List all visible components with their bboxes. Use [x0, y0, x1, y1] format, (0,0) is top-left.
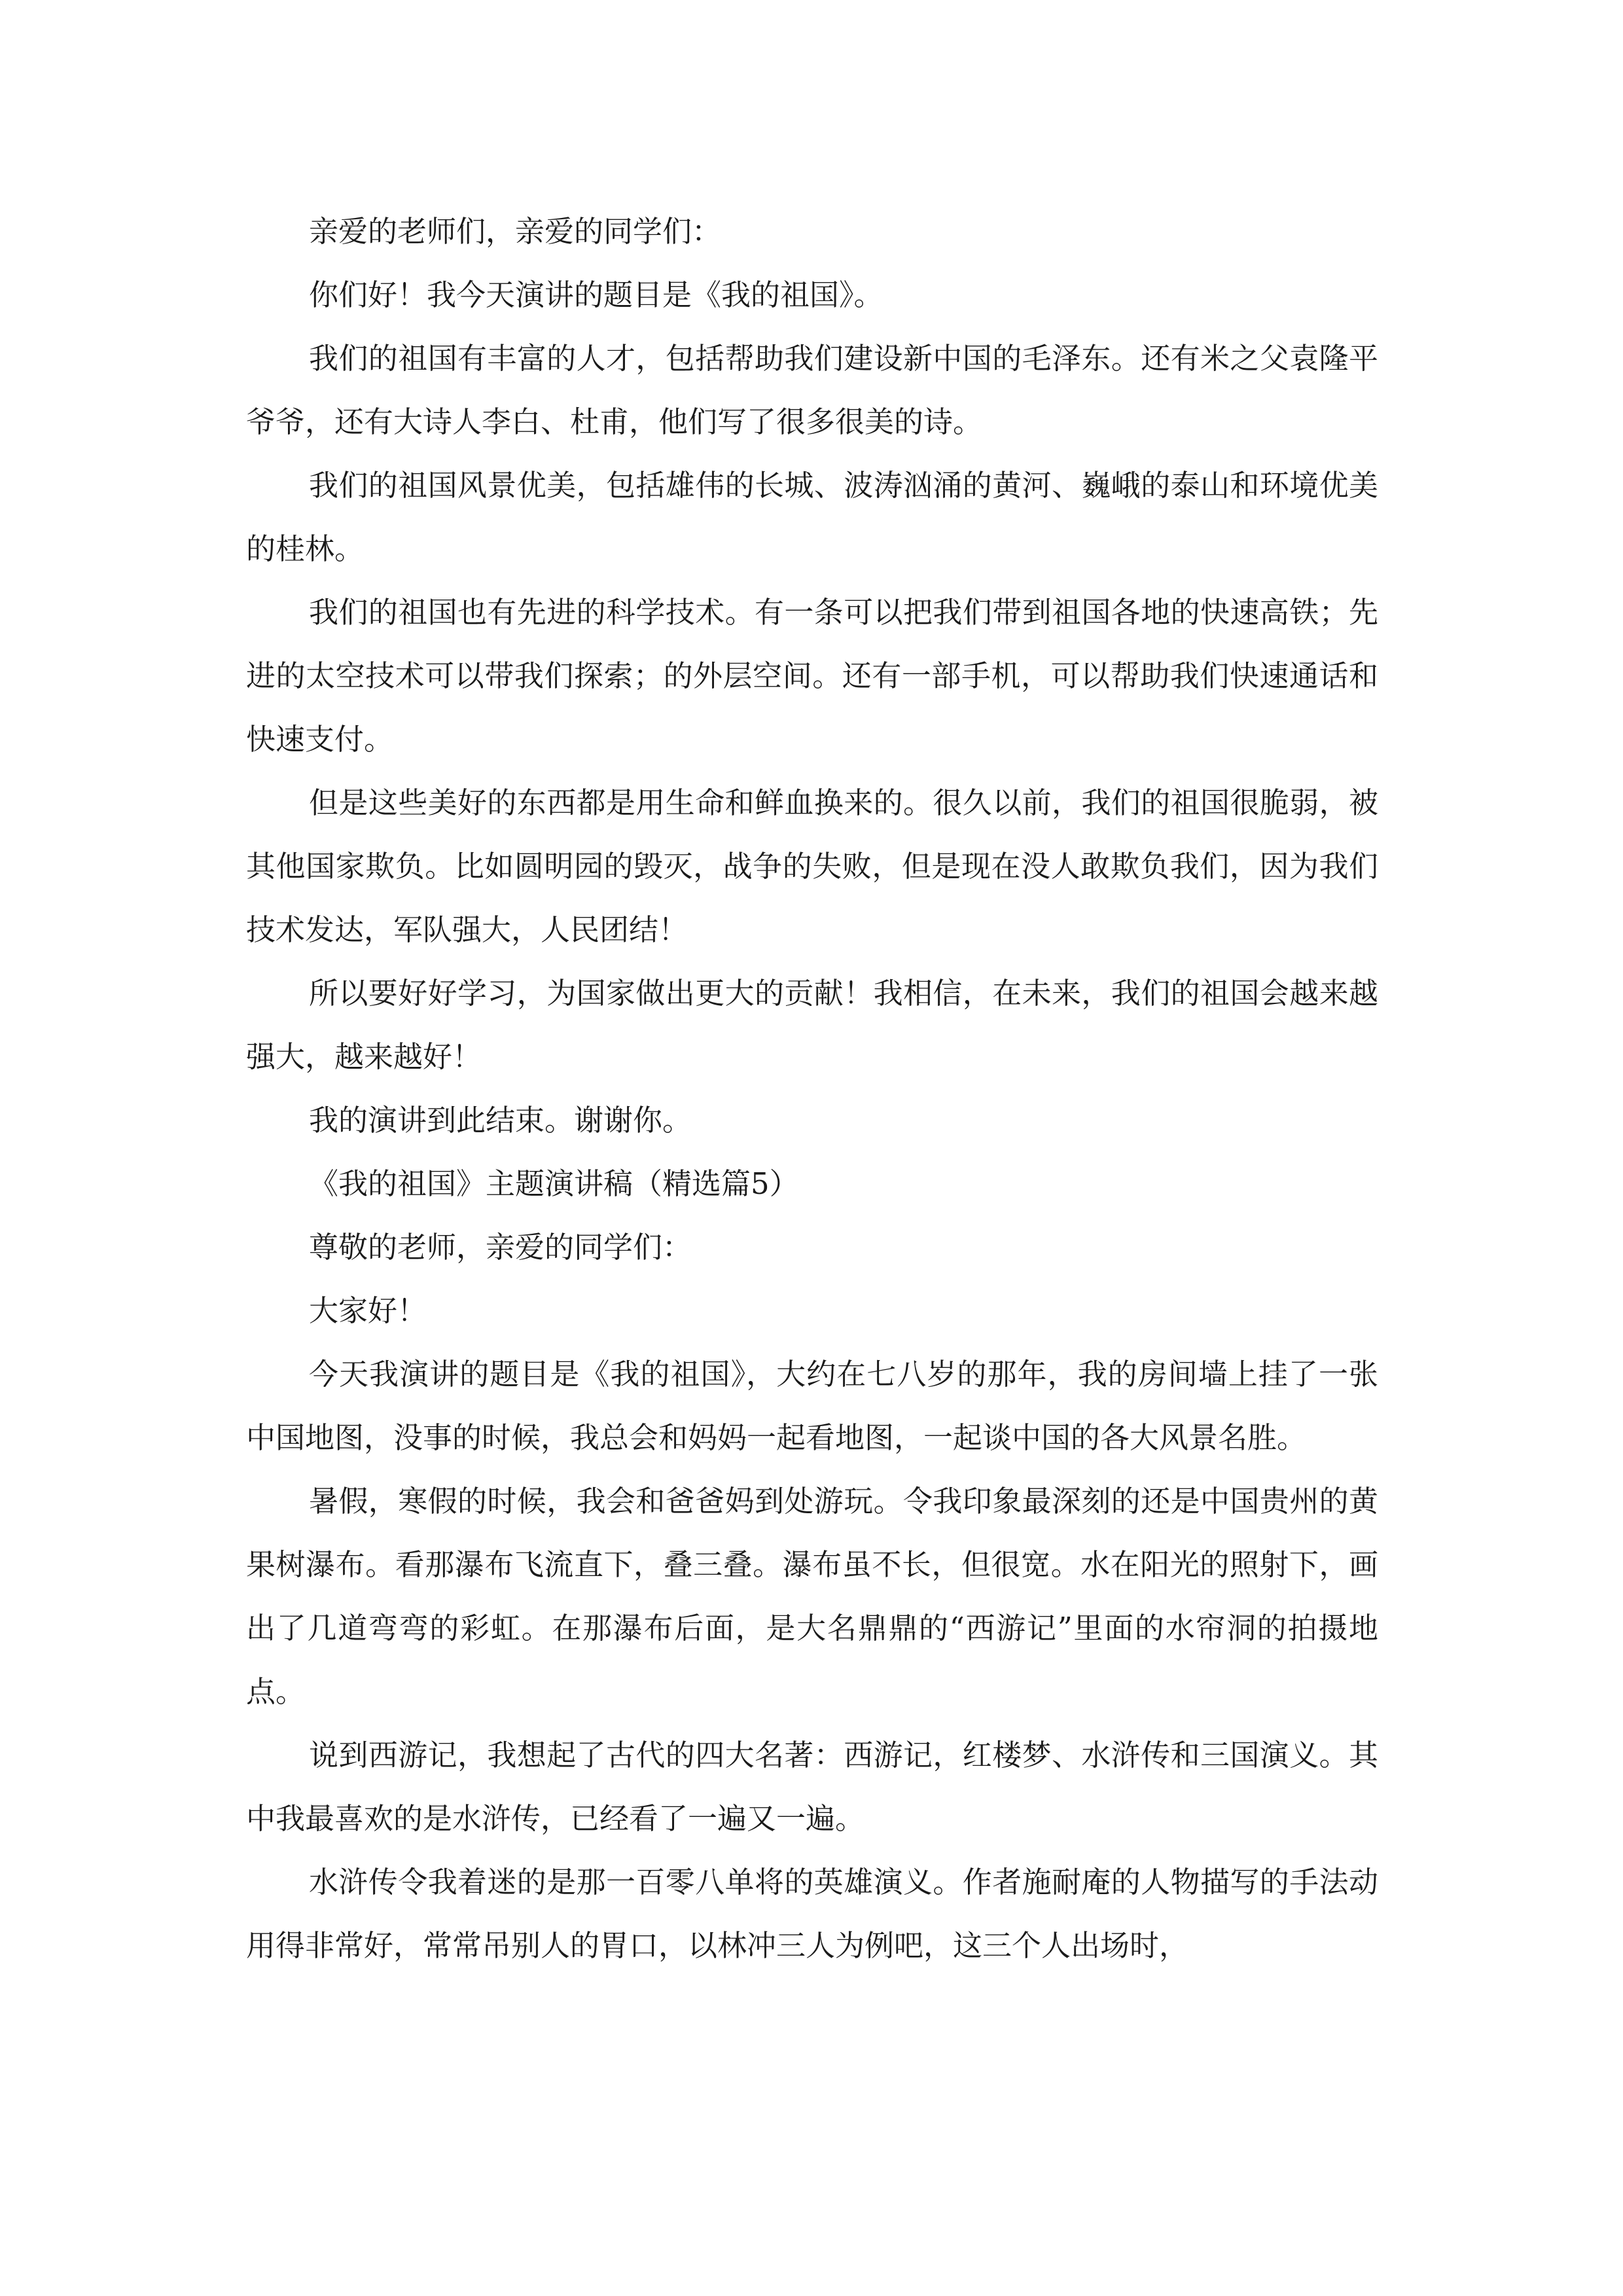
paragraph-technology: 我们的祖国也有先进的科学技术。有一条可以把我们带到祖国各地的快速高铁；先进的太空技术可以带我们探索；的外层空间。还有一部手机，可以帮助我们快速通话和快速支付。 [246, 595, 1378, 757]
paragraph-study: 所以要好好学习，为国家做出更大的贡献！我相信，在未来，我们的祖国会越来越强大，越来越好！ [246, 976, 1378, 1074]
paragraph-map: 今天我演讲的题目是《我的祖国》，大约在七八岁的那年，我的房间墙上挂了一张中国地图，没事的时候，我总会和妈妈一起看地图，一起谈中国的各大风景名胜。 [246, 1357, 1378, 1455]
paragraph-opening: 你们好！我今天演讲的题目是《我的祖国》。 [309, 278, 883, 312]
document-body [246, 200, 1378, 1977]
paragraph-water-margin: 水浒传令我着迷的是那一百零八单将的英雄演义。作者施耐庵的人物描写的手法动用得非常好，常常吊别人的胃口，以林冲三人为例吧，这三个人出场时， [246, 1865, 1378, 1963]
paragraph-closing: 我的演讲到此结束。谢谢你。 [309, 1103, 692, 1138]
paragraph-history: 但是这些美好的东西都是用生命和鲜血换来的。很久以前，我们的祖国很脆弱，被其他国家欺负。比如圆明园的毁灭，战争的失败，但是现在没人敢欺负我们，因为我们技术发达，军队强大，人民团结！ [246, 785, 1378, 947]
paragraph-scenery: 我们的祖国风景优美，包括雄伟的长城、波涛汹涌的黄河、巍峨的泰山和环境优美的桂林。 [246, 468, 1378, 566]
paragraph-greeting: 亲爱的老师们，亲爱的同学们： [309, 214, 722, 249]
paragraph-waterfall: 暑假，寒假的时候，我会和爸爸妈到处游玩。令我印象最深刻的还是中国贵州的黄果树瀑布。看那瀑布飞流直下，叠三叠。瀑布虽不长，但很宽。水在阳光的照射下，画出了几道弯弯的彩虹。在那瀑布后面，是大名鼎鼎的“西游记”里面的水帘洞的拍摄地点。 [246, 1484, 1378, 1709]
paragraph-hello: 大家好！ [309, 1293, 427, 1328]
section-heading: 《我的祖国》主题演讲稿（精选篇5） [309, 1166, 799, 1201]
paragraph-greeting-2: 尊敬的老师，亲爱的同学们： [309, 1230, 692, 1265]
paragraph-classics: 说到西游记，我想起了古代的四大名著：西游记，红楼梦、水浒传和三国演义。其中我最喜欢的是水浒传，已经看了一遍又一遍。 [246, 1738, 1378, 1836]
paragraph-talents: 我们的祖国有丰富的人才，包括帮助我们建设新中国的毛泽东。还有米之父袁隆平爷爷，还有大诗人李白、杜甫，他们写了很多很美的诗。 [246, 341, 1378, 439]
